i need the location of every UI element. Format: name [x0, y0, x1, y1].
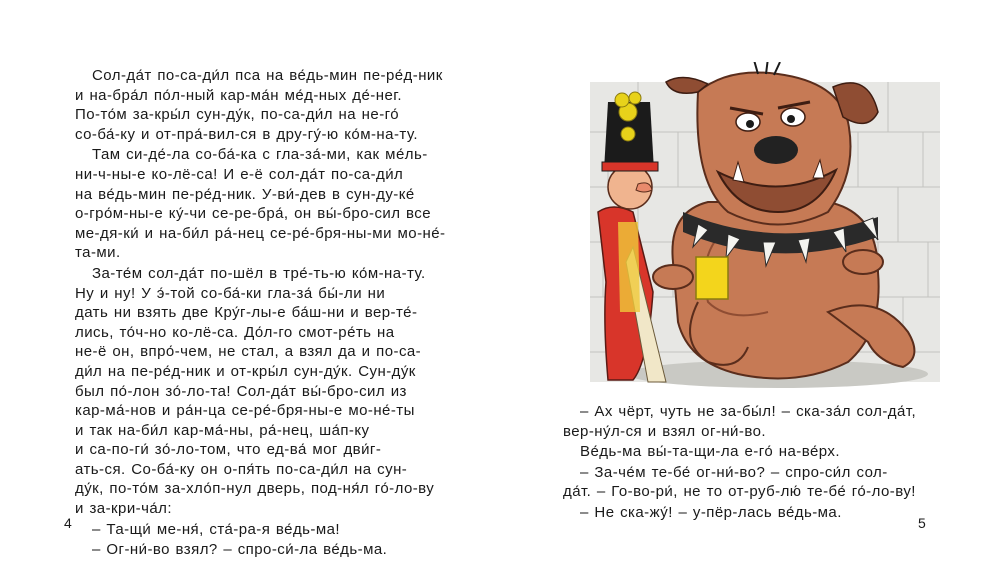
illustration-drawing	[578, 62, 953, 392]
paragraph	[563, 442, 953, 462]
text-line: да́т. – Го-во-ри́, не то от-руб-лю́ те-бе́ го́-ло-ву!	[563, 483, 916, 501]
text-line: – Не ска-жу́! – у-пёр-лась ве́дь-ма.	[580, 503, 842, 521]
text-line: та-ми.	[75, 244, 121, 262]
text-line: – За-че́м те-бе́ ог-ни́-во? – спро-си́л сол-	[580, 463, 888, 481]
text-line: Ве́дь-ма вы́-та-щи-ла е-го́ на-ве́рх.	[580, 443, 840, 461]
text-line: ди́л на пе-ре́д-ник и от-кры́л сун-ду́к. Сун-ду́к	[75, 362, 416, 380]
paragraph	[75, 264, 465, 519]
text-line: Сол-да́т по-са-ди́л пса на ве́дь-мин пе-ре́д-ник	[92, 67, 443, 84]
text-line: был по́-лон зо́-ло-та! Сол-да́т вы́-бро-сил из	[75, 382, 407, 400]
page-number-left: 4	[64, 515, 72, 531]
paragraph	[563, 503, 953, 523]
text-line: ме-дя-ки́ и на-би́л ра́-нец се-ре́-бря-ны-ми мо-не́-	[75, 224, 446, 242]
text-line: ни-ч-ны-е ко-лё-са! И е-ё сол-да́т по-са-ди́л	[75, 165, 404, 183]
text-line: Ну и ну! У э́-той со-ба́-ки гла-за́ бы́-ли ни	[75, 284, 386, 302]
paragraph	[563, 402, 953, 441]
gold-box	[696, 257, 728, 299]
left-page-text	[75, 66, 465, 560]
page-number-right: 5	[918, 515, 926, 531]
paragraph	[75, 66, 465, 144]
text-line: – Ог-ни́-во взял? – спро-си́-ла ве́дь-ма.	[92, 541, 388, 559]
text-line: и так на-би́л кар-ма́-ны, ра́-нец, ша́п-ку	[75, 421, 370, 439]
text-line: и за-кри-ча́л:	[75, 500, 172, 518]
paragraph	[75, 540, 465, 560]
paragraph	[75, 145, 465, 263]
text-line: – Ах чёрт, чуть не за-бы́л! – ска-за́л сол-да́т,	[580, 403, 917, 420]
text-line: не-ё он, впро́-чем, не стал, а взял да и по-са-	[75, 343, 422, 361]
text-line: – Та-щи́ ме-ня́, ста́-ра-я ве́дь-ма!	[92, 520, 341, 538]
text-line: По-то́м за-кры́л сун-ду́к, по-са-ди́л на не-го́	[75, 106, 400, 124]
text-line: на ве́дь-мин пе-ре́д-ник. У-ви́-дев в сун-ду-ке́	[75, 185, 415, 203]
text-line: ать-ся. Со-ба́-ку он о-пя́ть по-са-ди́л на сун-	[75, 460, 408, 478]
text-line: и са-по-ги́ зо́-ло-том, что ед-ва́ мог дви́г-	[75, 441, 382, 459]
text-line: дать ни взять две Кру́г-лы-е ба́ш-ни и вер-те́-	[75, 304, 418, 322]
text-line: лись, то́ч-но ко-лё-са. До́л-го смот-ре́ть на	[75, 323, 395, 341]
text-line: Там си-де́-ла со-ба́-ка с гла-за́-ми, как ме́ль-	[92, 146, 428, 164]
text-line: ду́к, по-то́м за-хло́п-нул дверь, под-ня́л го́-ло-ву	[75, 480, 435, 498]
paragraph	[75, 520, 465, 540]
text-line: кар-ма́-нов и ра́н-ца се-ре́-бря-ны-е мо-не́-ты	[75, 402, 415, 420]
paragraph	[563, 463, 953, 502]
text-line: и на-бра́л по́л-ный кар-ма́н ме́д-ных де́-нег.	[75, 86, 402, 104]
right-page-text	[563, 402, 953, 523]
dog-and-soldier-illustration	[578, 62, 953, 392]
text-line: За-те́м сол-да́т по-шёл в тре́-ть-ю ко́м-на-ту.	[92, 264, 426, 282]
text-line: со-ба́-ку и от-пра́-вил-ся в дру-гу́-ю ко́м-на-ту.	[75, 125, 418, 143]
text-line: о-гро́м-ны-е ку́-чи се-ре-бра́, он вы́-бро-сил все	[75, 205, 432, 223]
text-line: вер-ну́л-ся и взял ог-ни́-во.	[563, 422, 766, 440]
